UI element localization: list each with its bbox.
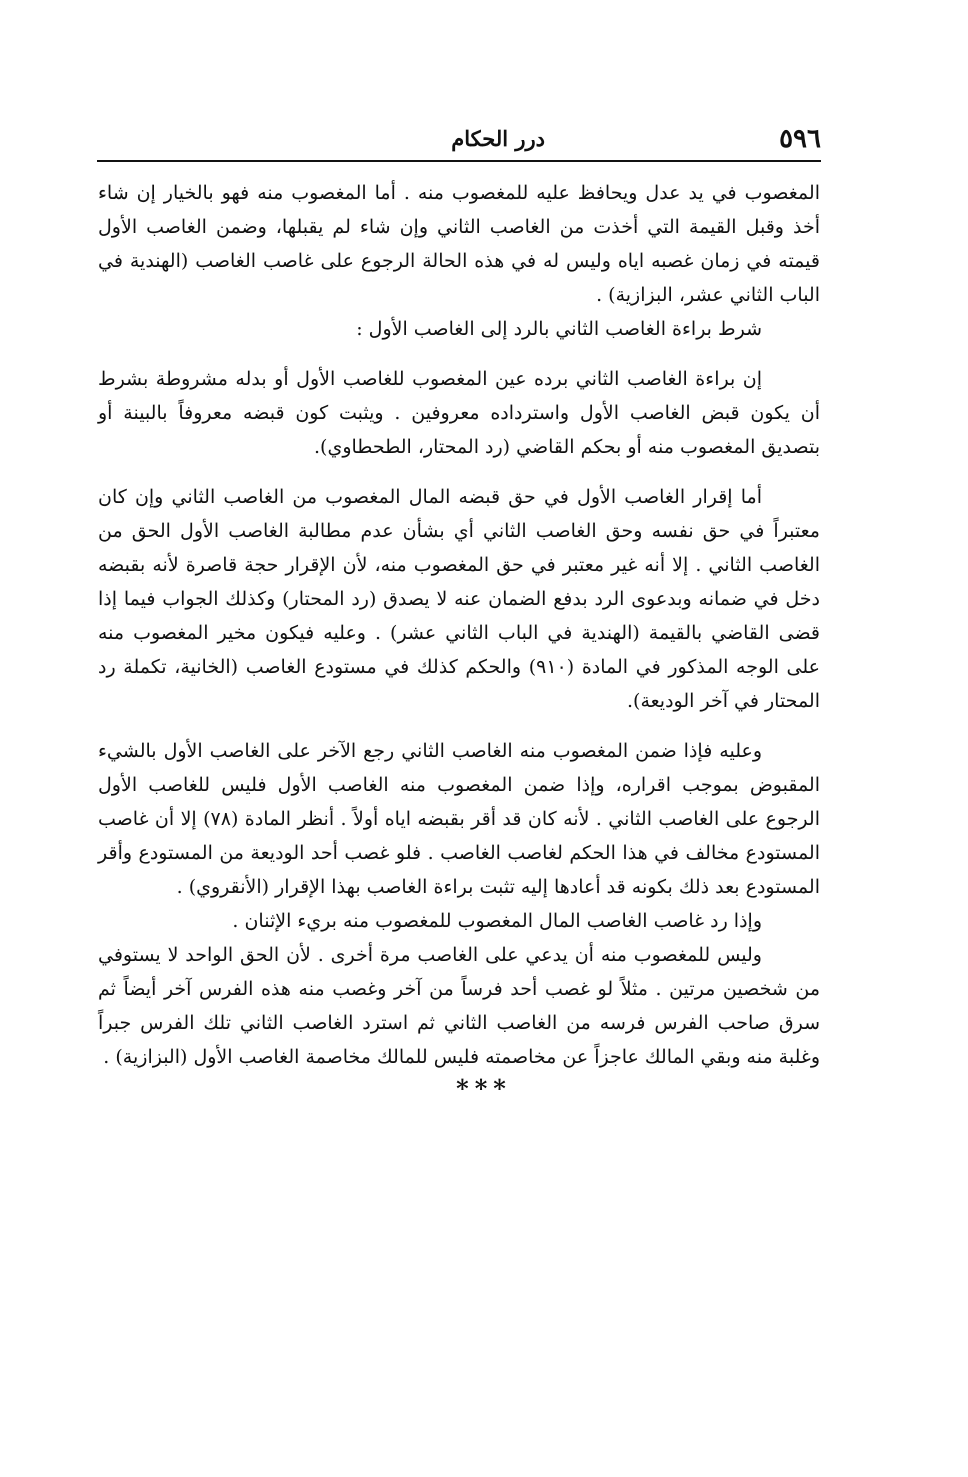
page-number: ٥٩٦ bbox=[779, 124, 821, 154]
paragraph-2: إن براءة الغاصب الثاني برده عين المغصوب للغاصب الأول أو بدله مشروطة بشرط أن يكون قبض الغاصب الأول واسترداده معروفين . ويثبت كون قبضه معروفاً بالبينة أو بتصديق المغصوب منه أو بحكم القاضي (رد المحتار، الطحطاوي). bbox=[98, 368, 820, 458]
body-text bbox=[98, 176, 820, 1074]
paragraph-3: أما إقرار الغاصب الأول في حق قبضه المال المغصوب من الغاصب الثاني وإن كان معتبراً في حق نفسه وحق الغاصب الثاني أي بشأن عدم مطالبة الغاصب الأول الحق من الغاصب الثاني . إلا أنه غير معتبر في حق المغصوب منه، لأن الإقرار حجة قاصرة لأنه بقبضه دخل في ضمانه وبدعوى الرد بدفع الضمان عنه لا يصدق (رد المحتار) وكذلك الجواب فيما إذا قضى القاضي بالقيمة (الهندية في الباب الثاني عشر) . وعليه فيكون مخير المغصوب منه على الوجه المذكور في المادة (٩١٠) والحكم كذلك في مستودع الغاصب (الخانية، تكملة رد المحتار في آخر الوديعة). bbox=[98, 486, 820, 712]
paragraph-6: وليس للمغصوب منه أن يدعي على الغاصب مرة أخرى . لأن الحق الواحد لا يستوفي من شخصين مرتين . مثلاً لو غصب أحد فرساً من آخر وغصب منه هذه الفرس آخر أيضاً ثم سرق صاحب الفرس فرسه من الغاصب الثاني ثم استرد الغاصب الثاني تلك الفرس جبراً وغلبة منه وبقي المالك عاجزاً عن مخاصمته فليس للمالك مخاصمة الغاصب الأول (البزازية) . bbox=[98, 944, 820, 1068]
page-header bbox=[97, 120, 821, 158]
paragraph-5: وإذا رد غاصب الغاصب المال المغصوب للمغصوب منه بريء الإثنان . bbox=[232, 910, 762, 932]
section-heading: شرط براءة الغاصب الثاني بالرد إلى الغاصب الأول : bbox=[356, 318, 762, 340]
running-title: درر الحكام bbox=[451, 126, 545, 151]
section-separator: *** bbox=[456, 1074, 512, 1103]
paragraph-1: المغصوب في يد عدل ويحافظ عليه للمغصوب منه . أما المغصوب منه فهو بالخيار إن شاء أخذ وقبل القيمة التي أخذت من الغاصب الثاني وإن شاء لم يقبلها، وضمن الغاصب الأول قيمته في زمان غصبه اياه وليس له في هذه الحالة الرجوع على غاصب الغاصب (الهندية في الباب الثاني عشر، البزازية) . bbox=[98, 182, 820, 306]
header-rule bbox=[97, 160, 821, 162]
paragraph-4: وعليه فإذا ضمن المغصوب منه الغاصب الثاني رجع الآخر على الغاصب الأول بالشيء المقبوض بموجب اقراره، وإذا ضمن المغصوب منه الغاصب الأول فليس للغاصب الأول الرجوع على الغاصب الثاني . لأنه كان قد أقر بقبضه اياه أولاً . أنظر المادة (٧٨) إلا أن غاصب المستودع مخالف في هذا الحكم لغاصب الغاصب . فلو غصب أحد الوديعة من المستودع وأقر المستودع بعد ذلك بكونه قد أعادها إليه تثبت براءة الغاصب بهذا الإقرار (الأنقروي) . bbox=[98, 740, 820, 898]
